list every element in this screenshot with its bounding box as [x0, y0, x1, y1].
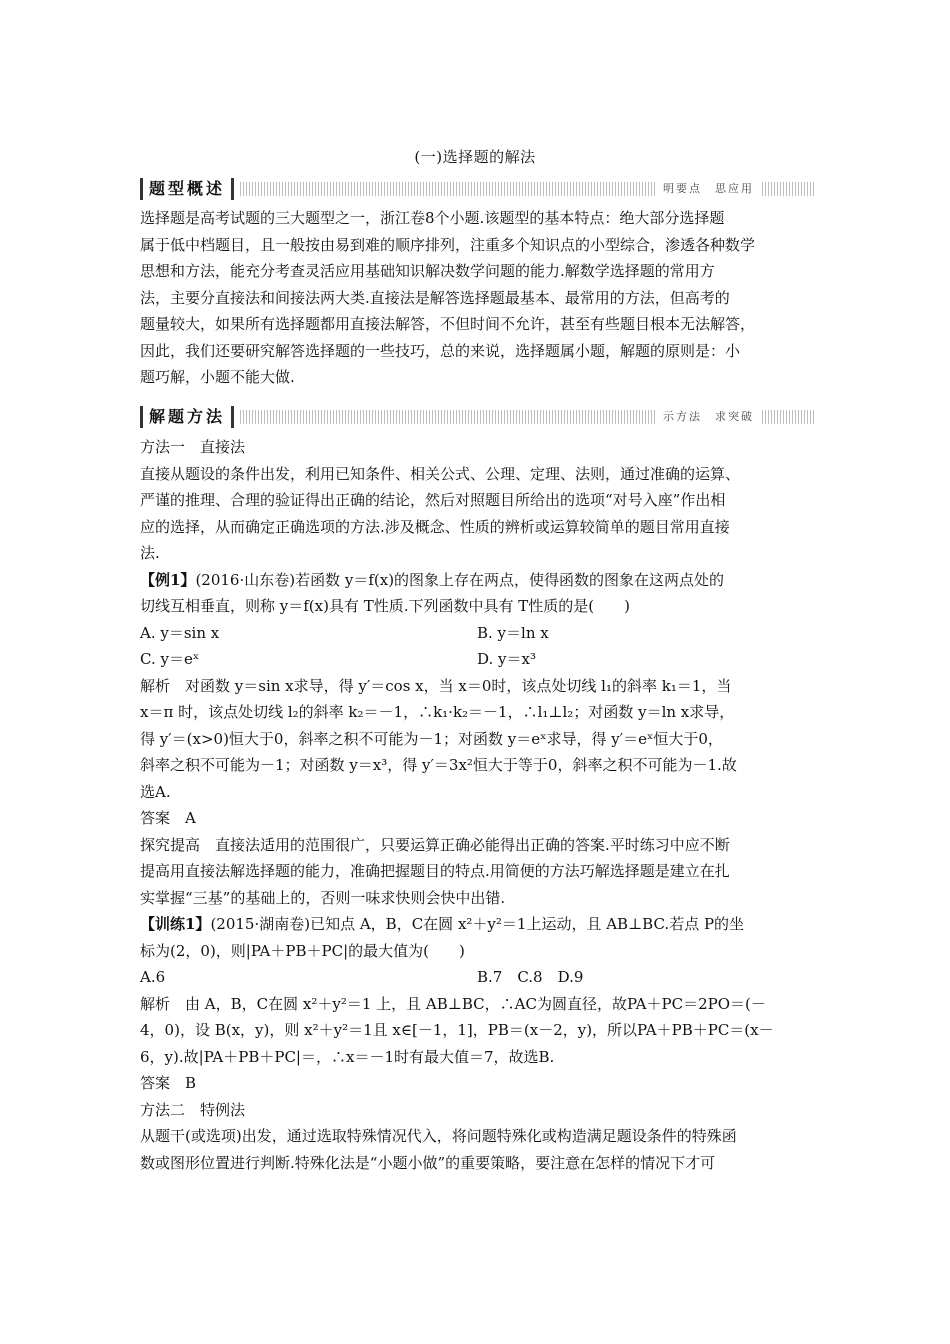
answer-line: 答案 A: [140, 809, 196, 827]
text-line: 严谨的推理、合理的验证得出正确的结论，然后对照题目所给出的选项“对号入座”作出相: [140, 491, 726, 509]
text-line: 切线互相垂直，则称 y＝f(x)具有 T性质.下列函数中具有 T性质的是( ): [140, 597, 630, 615]
text-line: 斜率之积不可能为－1；对函数 y＝x³，得 y′＝3x²恒大于等于0，斜率之积不可能为－1.故: [140, 756, 737, 774]
text-line: 4，0)，设 B(x，y)，则 x²＋y²＝1且 x∈[－1，1]，PB＝(x－2，y)，所以PA＋PB＋PC＝(x－: [140, 1021, 774, 1039]
bar-subtitle: 示方法 求突破: [655, 406, 762, 428]
text-line: 应的选择，从而确定正确选项的方法.涉及概念、性质的辨析或运算较简单的题目常用直接: [140, 517, 730, 536]
bar-label: 解题方法: [140, 406, 234, 428]
text-line: 因此，我们还要研究解答选择题的一些技巧，总的来说，选择题属小题，解题的原则是：小: [140, 341, 741, 360]
overview-paragraph: [140, 205, 814, 391]
options-row: [140, 620, 814, 647]
bar-label: 题型概述: [140, 178, 234, 200]
text-line: 探究提高 直接法适用的范围很广，只要运算正确必能得出正确的答案.平时练习中应不断: [140, 835, 730, 854]
text-line: 实掌握“三基”的基础上的，否则一味求快则会快中出错.: [140, 888, 506, 907]
text-line: 从题干(或选项)出发，通过选取特殊情况代入，将问题特殊化或构造满足题设条件的特殊函: [140, 1127, 737, 1145]
text-line: 思想和方法，能充分考查灵活应用基础知识解决数学问题的能力.解数学选择题的常用方: [140, 262, 715, 280]
option-a: A.6: [140, 968, 166, 986]
text-line: 选择题是高考试题的三大题型之一，浙江卷8个小题.该题型的基本特点：绝大部分选择题: [140, 209, 725, 227]
section-title: (一)选择题的解法: [414, 148, 536, 166]
methods-body: [140, 434, 814, 1176]
options-row: [140, 646, 814, 673]
option-d: D. y＝x³: [477, 650, 536, 668]
answer-line: 答案 B: [140, 1074, 197, 1092]
text-line: 6，y).故|PA＋PB＋PC|＝，∴x＝－1时有最大值＝7，故选B.: [140, 1047, 555, 1066]
text-line: 题巧解，小题不能大做.: [140, 368, 295, 386]
training-tag: 【训练1】: [140, 915, 211, 933]
text-line: 选A.: [140, 782, 171, 801]
section-bar-methods: [140, 406, 814, 428]
text-line: 解析 对函数 y＝sin x求导，得 y′＝cos x，当 x＝0时，该点处切线 l₁的斜率 k₁＝1，当: [140, 676, 732, 695]
text-line: 法.: [140, 544, 160, 562]
text-line: 法，主要分直接法和间接法两大类.直接法是解答选择题最基本、最常用的方法，但高考的: [140, 288, 730, 307]
example-line: 【例1】(2016·山东卷)若函数 y＝f(x)的图象上存在两点，使得函数的图象在这两点处的: [140, 570, 725, 589]
option-c: C. y＝eˣ: [140, 650, 200, 668]
bar-subtitle: 明要点 思应用: [655, 178, 762, 200]
text-line: 直接从题设的条件出发，利用已知条件、相关公式、公理、定理、法则，通过准确的运算、: [140, 464, 741, 483]
options-row: [140, 964, 814, 991]
text-line: 解析 由 A，B，C在圆 x²＋y²＝1 上，且 AB⊥BC，∴AC为圆直径，故PA＋PC＝2PO＝(－: [140, 994, 766, 1013]
option-bcd: B.7 C.8 D.9: [477, 968, 584, 986]
option-a: A. y＝sin x: [140, 623, 220, 642]
text-line: 数或图形位置进行判断.特殊化法是“小题小做”的重要策略，要注意在怎样的情况下才可: [140, 1153, 716, 1172]
option-b: B. y＝ln x: [477, 623, 549, 642]
text-line: 题量较大，如果所有选择题都用直接法解答，不但时间不允许，甚至有些题目根本无法解答，: [140, 315, 756, 333]
text-line: 属于低中档题目，且一般按由易到难的顺序排列，注重多个知识点的小型综合，渗透各种数学: [140, 235, 756, 254]
section-bar-overview: [140, 178, 814, 200]
method-heading: 方法一 直接法: [140, 438, 246, 456]
text-line: 提高用直接法解选择题的能力，准确把握题目的特点.用简便的方法巧解选择题是建立在扎: [140, 862, 730, 880]
method-heading: 方法二 特例法: [140, 1100, 246, 1119]
text-line: 标为(2，0)，则|PA＋PB＋PC|的最大值为( ): [140, 941, 465, 960]
training-line: 【训练1】(2015·湖南卷)已知点 A，B，C在圆 x²＋y²＝1上运动，且 AB⊥BC.若点 P的坐: [140, 915, 745, 933]
text-line: x＝π 时，该点处切线 l₂的斜率 k₂＝－1，∴k₁·k₂＝－1，∴l₁⊥l₂；对函数 y＝ln x求导，: [140, 703, 735, 721]
example-tag: 【例1】: [140, 570, 196, 589]
text-line: 得 y′＝(x>0)恒大于0，斜率之积不可能为－1；对函数 y＝eˣ求导，得 y′＝eˣ恒大于0，: [140, 729, 723, 748]
